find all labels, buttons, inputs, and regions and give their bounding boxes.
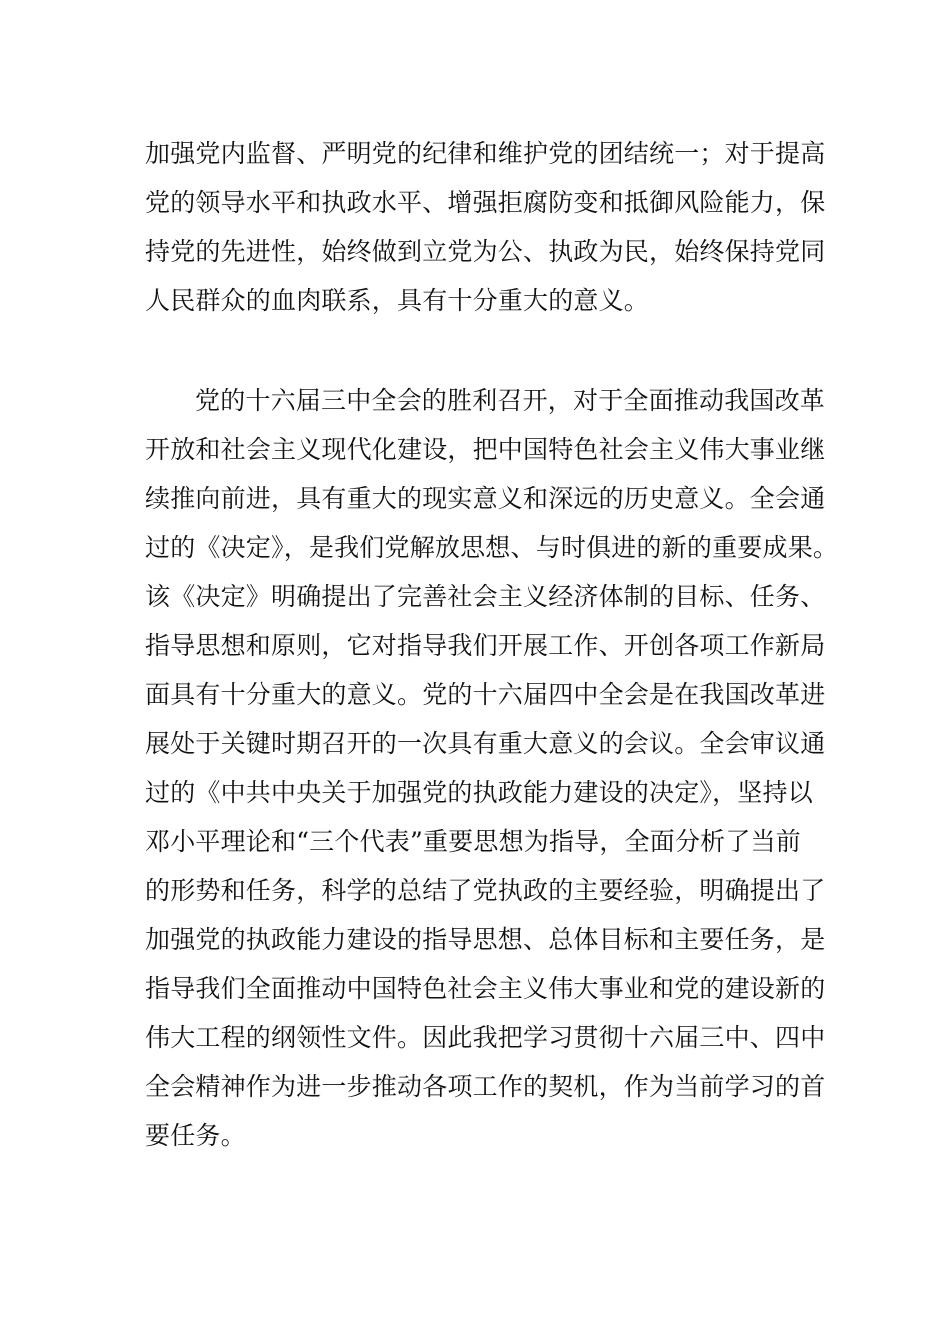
text-line: 加强党内监督、严明党的纪律和维护党的团结统一；对于提高 bbox=[145, 139, 826, 168]
text-line: 党的领导水平和执政水平、增强拒腐防变和抵御风险能力，保 bbox=[145, 188, 826, 217]
text-line: 过的《中共中央关于加强党的执政能力建设的决定》，坚持以 bbox=[145, 778, 813, 807]
text-line: 该《决定》明确提出了完善社会主义经济体制的目标、任务、 bbox=[145, 582, 826, 611]
text-line: 过的《决定》，是我们党解放思想、与时俱进的新的重要成果。 bbox=[145, 533, 839, 562]
text-line: 续推向前进，具有重大的现实意义和深远的历史意义。全会通 bbox=[145, 484, 826, 513]
text-line: 伟大工程的纲领性文件。因此我把学习贯彻十六届三中、四中 bbox=[145, 1023, 826, 1052]
text-line: 加强党的执政能力建设的指导思想、总体目标和主要任务，是 bbox=[145, 925, 826, 954]
text-line: 持党的先进性，始终做到立党为公、执政为民，始终保持党同 bbox=[145, 237, 826, 266]
text-line: 展处于关键时期召开的一次具有重大意义的会议。全会审议通 bbox=[145, 729, 826, 758]
text-line: 开放和社会主义现代化建设，把中国特色社会主义伟大事业继 bbox=[145, 435, 826, 464]
text-line: 人民群众的血肉联系，具有十分重大的意义。 bbox=[145, 286, 650, 315]
paragraph-1 bbox=[145, 129, 826, 325]
text-line: 邓小平理论和“三个代表”重要思想为指导，全面分析了当前 bbox=[145, 827, 801, 856]
text-line: 全会精神作为进一步推动各项工作的契机，作为当前学习的首 bbox=[145, 1072, 826, 1101]
paragraph-2 bbox=[145, 376, 839, 1160]
text-line: 党的十六届三中全会的胜利召开，对于全面推动我国改革 bbox=[195, 386, 826, 415]
text-line: 指导思想和原则，它对指导我们开展工作、开创各项工作新局 bbox=[145, 631, 826, 660]
text-line: 面具有十分重大的意义。党的十六届四中全会是在我国改革进 bbox=[145, 680, 826, 709]
text-line: 的形势和任务，科学的总结了党执政的主要经验，明确提出了 bbox=[145, 876, 826, 905]
text-line: 要任务。 bbox=[145, 1121, 246, 1150]
text-line: 指导我们全面推动中国特色社会主义伟大事业和党的建设新的 bbox=[145, 974, 826, 1003]
